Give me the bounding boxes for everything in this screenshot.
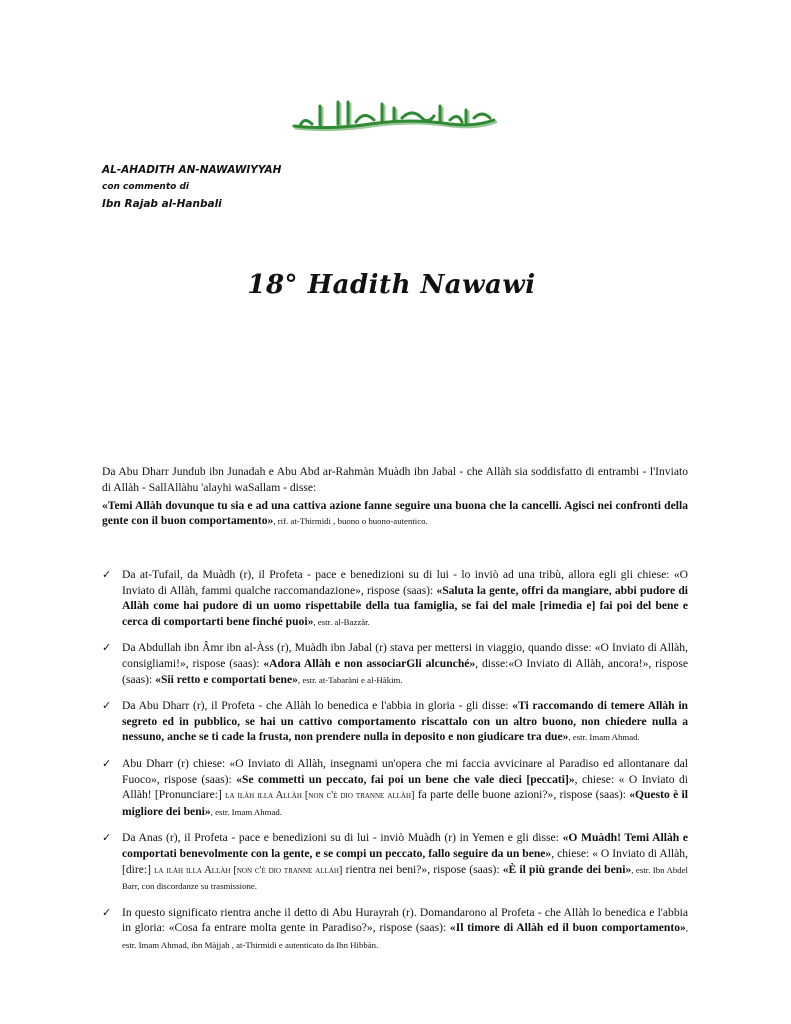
document-header — [102, 162, 281, 213]
basmala-calligraphy-image — [290, 96, 500, 136]
commentary-label: con commento di — [102, 182, 189, 192]
list-item: ✓ Da Abdullah ibn Âmr ibn al-Àss (r), Muàdh ibn Jabal (r) stava per mettersi in viaggio, quando disse: «O Inviato di Allàh, consigliami!», rispose (saas): «Adora Allàh e non associarGli alcunché», disse:«O Inviato di Allàh, ancora!», rispose (saas): «Sii retto e comportati bene», estr. at-Tabaràni e al-Hàkim. — [102, 641, 688, 686]
checkmark-icon: ✓ — [102, 641, 112, 655]
checkmark-icon: ✓ — [102, 831, 112, 845]
hadith-intro — [102, 464, 688, 530]
hadith-quote: «Temi Allàh dovunque tu sia e ad una cattiva azione fanne seguire una buona che la cancelli. Agisci nei confronti della gente con il buon comportamento», rif. at-Thirmidi , buono o buono-autentico. — [102, 498, 688, 528]
collection-title: AL-AHADITH AN-NAWAWIYYAH — [102, 164, 282, 176]
checkmark-icon: ✓ — [102, 756, 112, 770]
list-item: ✓ Da Abu Dharr (r), il Profeta - che Allàh lo benedica e l'abbia in gloria - gli disse: «Ti raccomando di temere Allàh in segreto ed in pubblico, se hai un cattivo comportamento riscattalo con un altro buono, non chiedere nulla a nessuno, anche se ti cade la frusta, non prendere nulla in deposito e non giudicare tra due», estr. Imam Ahmad. — [102, 699, 688, 744]
commentator-name: Ibn Rajab al-Hanbali — [102, 198, 222, 210]
list-item: ✓ Da Anas (r), il Profeta - pace e benedizioni su di lui - inviò Muàdh (r) in Yemen e gli disse: «O Muàdh! Temi Allàh e comportati benevolmente con la gente, e se compi un peccato, fallo seguire da un bene», chiese: « O Inviato di Allàh, [dire:] la ilàh illa Allàh [non c'è dio tranne allàh] rientra nei beni?», rispose (saas): «È il più grande dei beni», estr. Ibn Abdel Barr, con discordanze su trasmissione. — [102, 831, 688, 892]
list-item: ✓ Da at-Tufail, da Muàdh (r), il Profeta - pace e benedizioni su di lui - lo inviò ad una tribù, allora egli gli chiese: «O Inviato di Allàh, fammi qualche raccomandazione», rispose (saas): «Saluta la gente, offri da mangiare, abbi pudore di Allàh come hai pudore di un uomo rispettabile della tua famiglia, se fai del male [rimedia e] fai poi del bene e cerca di comportarti bene finché puoi», estr. al-Bazzàr. — [102, 568, 688, 628]
checkmark-icon: ✓ — [102, 699, 112, 713]
page-title: 18° Hadith Nawawi — [247, 270, 536, 300]
intro-text: Da Abu Dharr Jundub ibn Junadah e Abu Abd ar-Rahmàn Muàdh ibn Jabal - che Allàh sia soddisfatto di entrambi - l'Inviato di Allàh - SallAllàhu 'alayhi waSallam - disse: — [102, 465, 688, 494]
list-item: ✓ Abu Dharr (r) chiese: «O Inviato di Allàh, insegnami un'opera che mi faccia avvicinare al Paradiso ed allontanare dal Fuoco», rispose (saas): «Se commetti un peccato, fai poi un bene che vale dieci [peccati]», chiese: « O Inviato di Allàh! [Pronunciare:] la ilàh illa Allàh [non c'è dio tranne allàh] fa parte delle buone azioni?», rispose (saas): «Questo è il migliore dei beni», estr. Imam Ahmad. — [102, 756, 689, 818]
commentary-list — [102, 567, 688, 963]
checkmark-icon: ✓ — [102, 905, 112, 919]
checkmark-icon: ✓ — [102, 568, 112, 581]
list-item: ✓ In questo significato rientra anche il detto di Abu Hurayrah (r). Domandarono al Profeta - che Allàh lo benedica e l'abbia in gloria: «Cosa fa entrare molta gente in Paradiso?», rispose (saas): «Il timore di Allàh ed il buon comportamento», estr. Imam Ahmad, ibn Màjjah , at-Thirmidi e autenticato da Ibn Hibbàn. — [102, 905, 689, 950]
